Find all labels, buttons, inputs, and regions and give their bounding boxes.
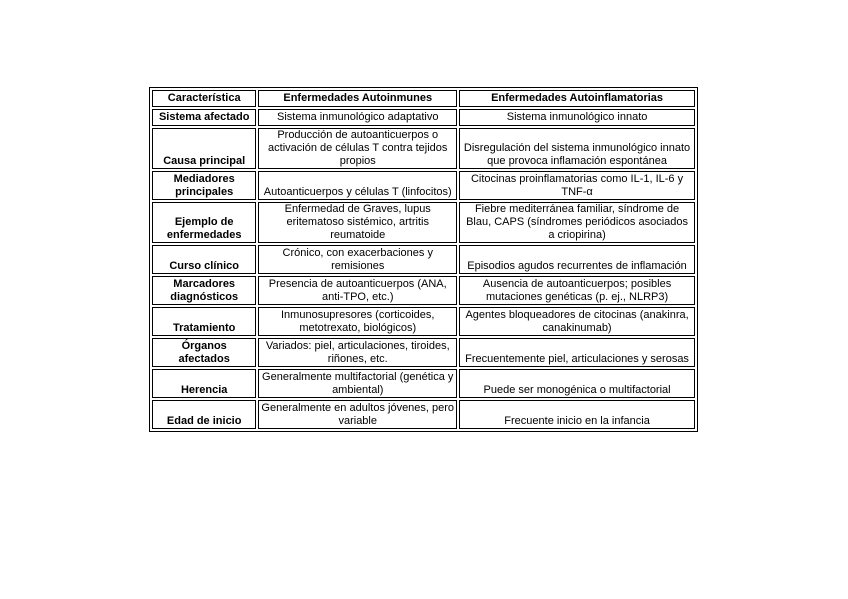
header-feature: Característica: [152, 90, 256, 107]
row-autoinflammatory-cell: Episodios agudos recurrentes de inflamación: [459, 245, 695, 274]
comparison-table-container: [149, 87, 698, 432]
row-autoimmune-cell: Sistema inmunológico adaptativo: [258, 109, 457, 126]
header-autoimmune: Enfermedades Autoinmunes: [258, 90, 457, 107]
row-autoimmune-cell: Generalmente en adultos jóvenes, pero variable: [258, 400, 457, 429]
table-row: [152, 369, 695, 398]
row-autoinflammatory-cell: Sistema inmunológico innato: [459, 109, 695, 126]
row-autoimmune-cell: Inmunosupresores (corticoides, metotrexato, biológicos): [258, 307, 457, 336]
row-feature-cell: Marcadores diagnósticos: [152, 276, 256, 305]
row-feature-cell: Mediadores principales: [152, 171, 256, 200]
row-autoimmune-cell: Presencia de autoanticuerpos (ANA, anti-TPO, etc.): [258, 276, 457, 305]
row-feature-cell: Curso clínico: [152, 245, 256, 274]
row-feature-cell: Ejemplo de enfermedades: [152, 202, 256, 243]
table-row: [152, 400, 695, 429]
row-autoinflammatory-cell: Ausencia de autoanticuerpos; posibles mutaciones genéticas (p. ej., NLRP3): [459, 276, 695, 305]
row-autoinflammatory-cell: Agentes bloqueadores de citocinas (anakinra, canakinumab): [459, 307, 695, 336]
row-autoimmune-cell: Variados: piel, articulaciones, tiroides, riñones, etc.: [258, 338, 457, 367]
table-row: [152, 245, 695, 274]
row-autoimmune-cell: Autoanticuerpos y células T (linfocitos): [258, 171, 457, 200]
table-row: [152, 109, 695, 126]
row-feature-cell: Edad de inicio: [152, 400, 256, 429]
row-autoinflammatory-cell: Disregulación del sistema inmunológico innato que provoca inflamación espontánea: [459, 128, 695, 169]
comparison-table: [149, 87, 698, 432]
row-autoimmune-cell: Crónico, con exacerbaciones y remisiones: [258, 245, 457, 274]
row-autoinflammatory-cell: Frecuentemente piel, articulaciones y serosas: [459, 338, 695, 367]
table-header-row: [152, 90, 695, 107]
row-autoinflammatory-cell: Puede ser monogénica o multifactorial: [459, 369, 695, 398]
row-autoimmune-cell: Producción de autoanticuerpos o activación de células T contra tejidos propios: [258, 128, 457, 169]
table-row: [152, 276, 695, 305]
row-autoinflammatory-cell: Frecuente inicio en la infancia: [459, 400, 695, 429]
row-feature-cell: Tratamiento: [152, 307, 256, 336]
row-feature-cell: Sistema afectado: [152, 109, 256, 126]
header-autoinflammatory: Enfermedades Autoinflamatorias: [459, 90, 695, 107]
row-autoimmune-cell: Generalmente multifactorial (genética y ambiental): [258, 369, 457, 398]
table-row: [152, 202, 695, 243]
table-row: [152, 307, 695, 336]
row-feature-cell: Herencia: [152, 369, 256, 398]
table-row: [152, 128, 695, 169]
row-feature-cell: Órganos afectados: [152, 338, 256, 367]
table-row: [152, 171, 695, 200]
row-autoimmune-cell: Enfermedad de Graves, lupus eritematoso sistémico, artritis reumatoide: [258, 202, 457, 243]
row-autoinflammatory-cell: Citocinas proinflamatorias como IL-1, IL-6 y TNF-α: [459, 171, 695, 200]
table-body: [152, 109, 695, 429]
row-feature-cell: Causa principal: [152, 128, 256, 169]
row-autoinflammatory-cell: Fiebre mediterránea familiar, síndrome de Blau, CAPS (síndromes periódicos asociados a criopirina): [459, 202, 695, 243]
table-row: [152, 338, 695, 367]
